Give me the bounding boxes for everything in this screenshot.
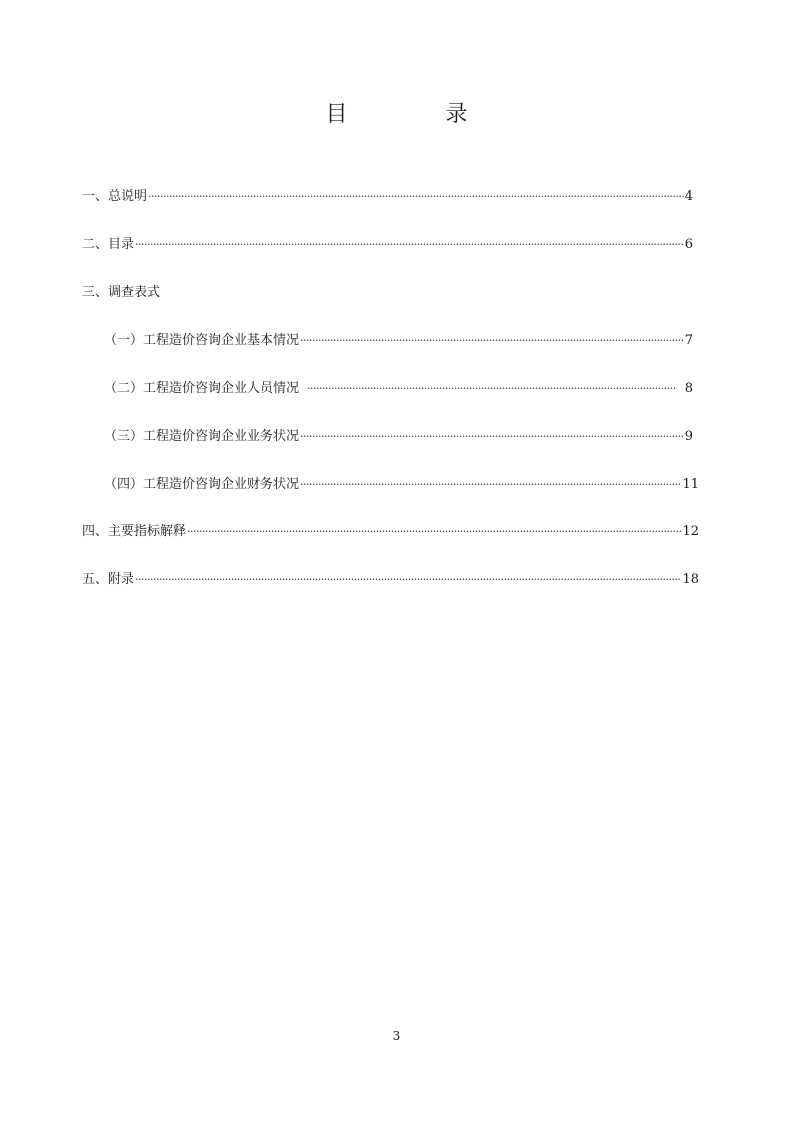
toc-entry-label: 一、总说明 [82, 189, 148, 204]
page-title: 目 录 [325, 102, 506, 127]
toc-entry-enterprise-basic-info[interactable] [104, 330, 693, 352]
toc-entry-page: 6 [684, 237, 693, 252]
toc-entry-page: 11 [682, 477, 699, 492]
toc-entry-page: 7 [684, 333, 693, 348]
toc-entry-survey-forms[interactable] [82, 282, 693, 304]
dot-leader [135, 569, 681, 591]
toc-entry-page: 12 [682, 524, 699, 539]
toc-entry-label: 二、目录 [82, 237, 135, 252]
dot-leader [300, 426, 684, 448]
toc-entry-page: 8 [684, 381, 693, 396]
toc-entry-label: 四、主要指标解释 [82, 524, 187, 539]
toc-entry-general-description[interactable] [82, 186, 693, 208]
toc-entry-page: 18 [682, 572, 699, 587]
toc-entry-page: 4 [684, 189, 693, 204]
dot-leader [187, 521, 681, 543]
toc-entry-label: 三、调查表式 [82, 285, 161, 300]
toc-entry-label: 五、附录 [82, 572, 135, 587]
toc-entry-enterprise-business[interactable] [104, 426, 693, 448]
toc-entry-label: （二）工程造价咨询企业人员情况 [104, 381, 300, 396]
toc-entry-appendix[interactable] [82, 569, 699, 591]
toc-entry-contents[interactable] [82, 234, 693, 256]
dot-leader [135, 234, 684, 256]
toc-entry-enterprise-personnel[interactable] [104, 378, 693, 400]
page-number: 3 [392, 1029, 401, 1043]
dot-leader [300, 474, 681, 496]
toc-entry-enterprise-finance[interactable] [104, 474, 699, 496]
toc-entry-label: （三）工程造价咨询企业业务状况 [104, 429, 300, 444]
toc-entry-label: （一）工程造价咨询企业基本情况 [104, 333, 300, 348]
dot-leader [307, 378, 677, 400]
dot-leader [148, 186, 684, 208]
toc-entry-indicator-definitions[interactable] [82, 521, 699, 543]
toc-entry-label: （四）工程造价咨询企业财务状况 [104, 477, 300, 492]
toc-entry-page: 9 [684, 429, 693, 444]
dot-leader [300, 330, 684, 352]
